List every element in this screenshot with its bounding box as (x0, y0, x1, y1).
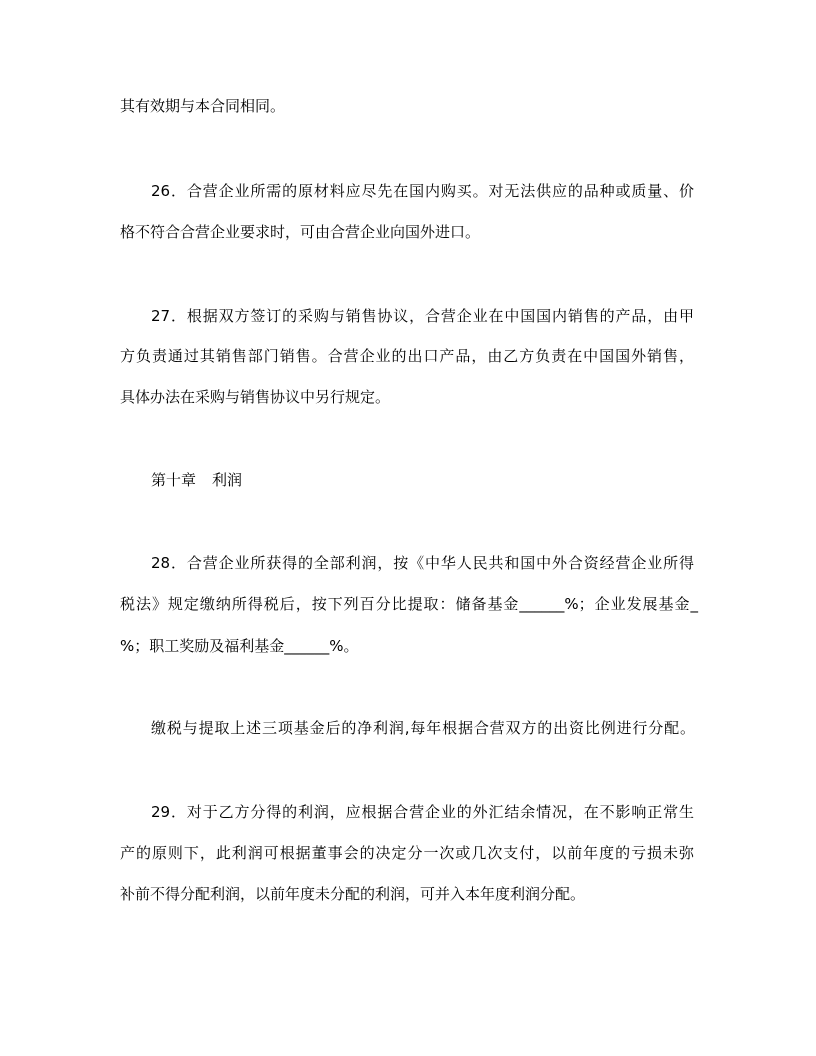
clause-29-line-1: 29．对于乙方分得的利润，应根据合营企业的外汇结余情况，在不影响正常生 (151, 803, 694, 821)
clause-27-line-2: 方负责通过其销售部门销售。合营企业的出口产品，由乙方负责在中国国外销售， (120, 347, 694, 365)
clause-28-line-2: 税法》规定缴纳所得税后，按下列百分比提取：储备基金______%；企业发展基金_ (120, 595, 698, 613)
clause-29-line-3: 补前不得分配利润，以前年度未分配的利润，可并入本年度利润分配。 (120, 885, 586, 903)
clause-26-line-1: 26．合营企业所需的原材料应尽先在国内购买。对无法供应的品种或质量、价 (151, 182, 694, 200)
net-profit-paragraph: 缴税与提取上述三项基金后的净利润,每年根据合营双方的出资比例进行分配。 (151, 719, 695, 737)
chapter-heading (151, 470, 731, 490)
clause-29-line-2: 产的原则下，此利润可根据董事会的决定分一次或几次支付，以前年度的亏损未弥 (120, 844, 694, 862)
chapter-number: 第十章 (151, 471, 197, 489)
clause-27-line-1: 27．根据双方签订的采购与销售协议，合营企业在中国国内销售的产品，由甲 (151, 307, 694, 325)
clause-26-line-2: 格不符合合营企业要求时，可由合营企业向国外进口。 (120, 223, 481, 241)
clause-28-line-1: 28．合营企业所获得的全部利润，按《中华人民共和国中外合资经营企业所得 (151, 554, 694, 572)
chapter-title: 利润 (212, 471, 243, 489)
continuation-line: 其有效期与本合同相同。 (120, 97, 286, 115)
clause-27-line-3: 具体办法在采购与销售协议中另行规定。 (120, 388, 391, 406)
clause-28-line-3: %；职工奖励及福利基金______%。 (120, 637, 359, 655)
